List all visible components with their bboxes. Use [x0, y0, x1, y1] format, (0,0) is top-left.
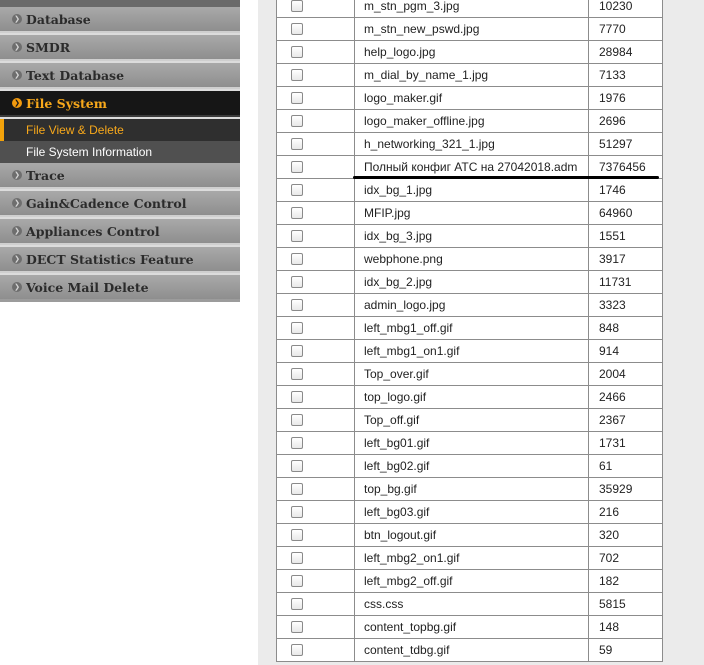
file-select-checkbox[interactable] — [291, 575, 303, 587]
file-size-cell: 182 — [589, 570, 663, 593]
select-cell — [277, 179, 355, 202]
file-name-cell: left_mbg1_off.gif — [355, 317, 589, 340]
table-row — [277, 639, 663, 662]
select-cell — [277, 501, 355, 524]
file-select-checkbox[interactable] — [291, 92, 303, 104]
file-name-cell: Полный конфиг АТС на 27042018.adm — [355, 156, 589, 179]
file-size-cell: 3917 — [589, 248, 663, 271]
select-cell — [277, 409, 355, 432]
file-name-cell: content_tdbg.gif — [355, 639, 589, 662]
file-size-cell: 1976 — [589, 87, 663, 110]
menu-item-trace[interactable] — [0, 163, 240, 189]
file-select-checkbox[interactable] — [291, 552, 303, 564]
chevron-right-icon: ❯ — [12, 98, 22, 108]
table-row — [277, 248, 663, 271]
file-select-checkbox[interactable] — [291, 368, 303, 380]
file-size-cell: 7376456 — [589, 156, 663, 179]
table-row — [277, 18, 663, 41]
file-select-checkbox[interactable] — [291, 506, 303, 518]
menu-item-voice-mail-delete[interactable] — [0, 275, 240, 301]
select-cell — [277, 432, 355, 455]
file-size-cell: 1731 — [589, 432, 663, 455]
menu-item-file-system[interactable] — [0, 91, 240, 117]
file-size-cell: 59 — [589, 639, 663, 662]
file-size-cell: 7133 — [589, 64, 663, 87]
sidebar-bottom-band — [0, 299, 240, 302]
file-name-cell: admin_logo.jpg — [355, 294, 589, 317]
file-size-cell: 61 — [589, 455, 663, 478]
select-cell — [277, 202, 355, 225]
file-select-checkbox[interactable] — [291, 437, 303, 449]
file-size-cell: 2004 — [589, 363, 663, 386]
file-name-cell: top_bg.gif — [355, 478, 589, 501]
select-cell — [277, 271, 355, 294]
file-size-cell: 64960 — [589, 202, 663, 225]
file-select-checkbox[interactable] — [291, 345, 303, 357]
select-cell — [277, 616, 355, 639]
select-cell — [277, 593, 355, 616]
menu-item-dect-statistics-feature[interactable] — [0, 247, 240, 273]
file-size-cell: 216 — [589, 501, 663, 524]
file-name-cell: logo_maker_offline.jpg — [355, 110, 589, 133]
chevron-right-icon: ❯ — [12, 226, 22, 236]
submenu-item-label: File System Information — [26, 145, 153, 159]
table-row — [277, 478, 663, 501]
file-name-cell: content_topbg.gif — [355, 616, 589, 639]
table-row — [277, 340, 663, 363]
file-name-cell: webphone.png — [355, 248, 589, 271]
table-row — [277, 547, 663, 570]
file-name-cell: left_bg01.gif — [355, 432, 589, 455]
table-row — [277, 593, 663, 616]
file-size-cell: 51297 — [589, 133, 663, 156]
file-name-cell: idx_bg_3.jpg — [355, 225, 589, 248]
table-row — [277, 409, 663, 432]
table-row — [277, 570, 663, 593]
file-size-cell: 1551 — [589, 225, 663, 248]
file-name-cell: top_logo.gif — [355, 386, 589, 409]
menu-item-label: Trace — [26, 168, 65, 183]
file-size-cell: 1746 — [589, 179, 663, 202]
table-row — [277, 501, 663, 524]
select-cell — [277, 133, 355, 156]
table-row — [277, 271, 663, 294]
menu-item-label: SMDR — [26, 40, 71, 55]
menu-item-database[interactable] — [0, 7, 240, 33]
table-row — [277, 202, 663, 225]
file-size-cell: 3323 — [589, 294, 663, 317]
chevron-right-icon: ❯ — [12, 14, 22, 24]
underline-marker — [353, 176, 659, 179]
select-cell — [277, 639, 355, 662]
select-cell — [277, 363, 355, 386]
sidebar-top-band — [0, 0, 240, 7]
table-row — [277, 432, 663, 455]
file-name-cell: css.css — [355, 593, 589, 616]
file-name-cell: left_mbg2_off.gif — [355, 570, 589, 593]
table-row — [277, 41, 663, 64]
file-name-cell: m_stn_new_pswd.jpg — [355, 18, 589, 41]
select-cell — [277, 524, 355, 547]
file-size-cell: 2367 — [589, 409, 663, 432]
chevron-right-icon: ❯ — [12, 42, 22, 52]
file-select-checkbox[interactable] — [291, 529, 303, 541]
select-cell — [277, 317, 355, 340]
table-row — [277, 294, 663, 317]
file-name-cell: logo_maker.gif — [355, 87, 589, 110]
select-cell — [277, 18, 355, 41]
select-cell — [277, 225, 355, 248]
menu-item-gain-cadence-control[interactable] — [0, 191, 240, 217]
file-size-cell: 914 — [589, 340, 663, 363]
file-select-checkbox[interactable] — [291, 644, 303, 656]
file-select-checkbox[interactable] — [291, 184, 303, 196]
file-name-cell: idx_bg_1.jpg — [355, 179, 589, 202]
file-size-cell: 10230 — [589, 0, 663, 18]
menu-item-label: DECT Statistics Feature — [26, 252, 194, 267]
select-cell — [277, 41, 355, 64]
select-cell — [277, 110, 355, 133]
menu-item-smdr[interactable] — [0, 35, 240, 61]
file-name-cell: left_bg03.gif — [355, 501, 589, 524]
select-cell — [277, 156, 355, 179]
table-row — [277, 87, 663, 110]
file-size-cell: 2696 — [589, 110, 663, 133]
chevron-right-icon: ❯ — [12, 70, 22, 80]
table-row — [277, 363, 663, 386]
table-row — [277, 225, 663, 248]
table-row — [277, 0, 663, 18]
table-row — [277, 317, 663, 340]
chevron-right-icon: ❯ — [12, 170, 22, 180]
chevron-right-icon: ❯ — [12, 282, 22, 292]
submenu-item-file-system-information[interactable] — [0, 141, 240, 163]
file-size-cell: 148 — [589, 616, 663, 639]
file-name-cell: MFIP.jpg — [355, 202, 589, 225]
file-select-checkbox[interactable] — [291, 138, 303, 150]
select-cell — [277, 0, 355, 18]
chevron-right-icon: ❯ — [12, 198, 22, 208]
table-row — [277, 386, 663, 409]
menu-item-label: File System — [26, 96, 107, 111]
select-cell — [277, 455, 355, 478]
chevron-right-icon: ❯ — [12, 254, 22, 264]
file-name-cell: m_dial_by_name_1.jpg — [355, 64, 589, 87]
file-name-cell: left_mbg2_on1.gif — [355, 547, 589, 570]
file-size-cell: 28984 — [589, 41, 663, 64]
file-table — [276, 0, 663, 662]
file-name-cell: btn_logout.gif — [355, 524, 589, 547]
table-row — [277, 133, 663, 156]
file-select-checkbox[interactable] — [291, 69, 303, 81]
file-select-checkbox[interactable] — [291, 230, 303, 242]
file-size-cell: 848 — [589, 317, 663, 340]
file-name-cell: Top_over.gif — [355, 363, 589, 386]
menu-item-label: Text Database — [26, 68, 125, 83]
select-cell — [277, 87, 355, 110]
file-select-checkbox[interactable] — [291, 115, 303, 127]
submenu-item-label: File View & Delete — [26, 123, 124, 137]
menu-item-label: Appliances Control — [26, 224, 160, 239]
select-cell — [277, 340, 355, 363]
file-name-cell: left_bg02.gif — [355, 455, 589, 478]
menu-item-label: Gain&Cadence Control — [26, 196, 187, 211]
select-cell — [277, 248, 355, 271]
select-cell — [277, 547, 355, 570]
file-select-checkbox[interactable] — [291, 207, 303, 219]
file-select-checkbox[interactable] — [291, 276, 303, 288]
table-row — [277, 455, 663, 478]
select-cell — [277, 294, 355, 317]
file-select-checkbox[interactable] — [291, 483, 303, 495]
table-row — [277, 64, 663, 87]
menu-item-text-database[interactable] — [0, 63, 240, 89]
file-name-cell: left_mbg1_on1.gif — [355, 340, 589, 363]
file-name-cell: Top_off.gif — [355, 409, 589, 432]
menu-item-label: Voice Mail Delete — [26, 280, 149, 295]
select-cell — [277, 386, 355, 409]
file-size-cell: 702 — [589, 547, 663, 570]
table-row — [277, 524, 663, 547]
sidebar — [0, 0, 240, 302]
file-size-cell: 5815 — [589, 593, 663, 616]
file-select-checkbox[interactable] — [291, 46, 303, 58]
file-name-cell: m_stn_pgm_3.jpg — [355, 0, 589, 18]
file-size-cell: 320 — [589, 524, 663, 547]
table-row — [277, 616, 663, 639]
table-row — [277, 179, 663, 202]
select-cell — [277, 570, 355, 593]
file-select-checkbox[interactable] — [291, 23, 303, 35]
file-size-cell: 11731 — [589, 271, 663, 294]
file-table-body — [277, 0, 663, 662]
file-select-checkbox[interactable] — [291, 621, 303, 633]
file-size-cell: 7770 — [589, 18, 663, 41]
file-select-checkbox[interactable] — [291, 391, 303, 403]
file-select-checkbox[interactable] — [291, 322, 303, 334]
file-name-cell: help_logo.jpg — [355, 41, 589, 64]
file-select-checkbox[interactable] — [291, 0, 303, 12]
file-select-checkbox[interactable] — [291, 460, 303, 472]
file-select-checkbox[interactable] — [291, 414, 303, 426]
file-select-checkbox[interactable] — [291, 161, 303, 173]
menu-item-label: Database — [26, 12, 91, 27]
file-size-cell: 2466 — [589, 386, 663, 409]
select-cell — [277, 64, 355, 87]
table-row — [277, 110, 663, 133]
submenu-item-file-view-delete[interactable] — [0, 119, 240, 141]
file-size-cell: 35929 — [589, 478, 663, 501]
file-name-cell: h_networking_321_1.jpg — [355, 133, 589, 156]
menu-item-appliances-control[interactable] — [0, 219, 240, 245]
file-select-checkbox[interactable] — [291, 253, 303, 265]
file-select-checkbox[interactable] — [291, 598, 303, 610]
file-name-cell: idx_bg_2.jpg — [355, 271, 589, 294]
file-select-checkbox[interactable] — [291, 299, 303, 311]
select-cell — [277, 478, 355, 501]
